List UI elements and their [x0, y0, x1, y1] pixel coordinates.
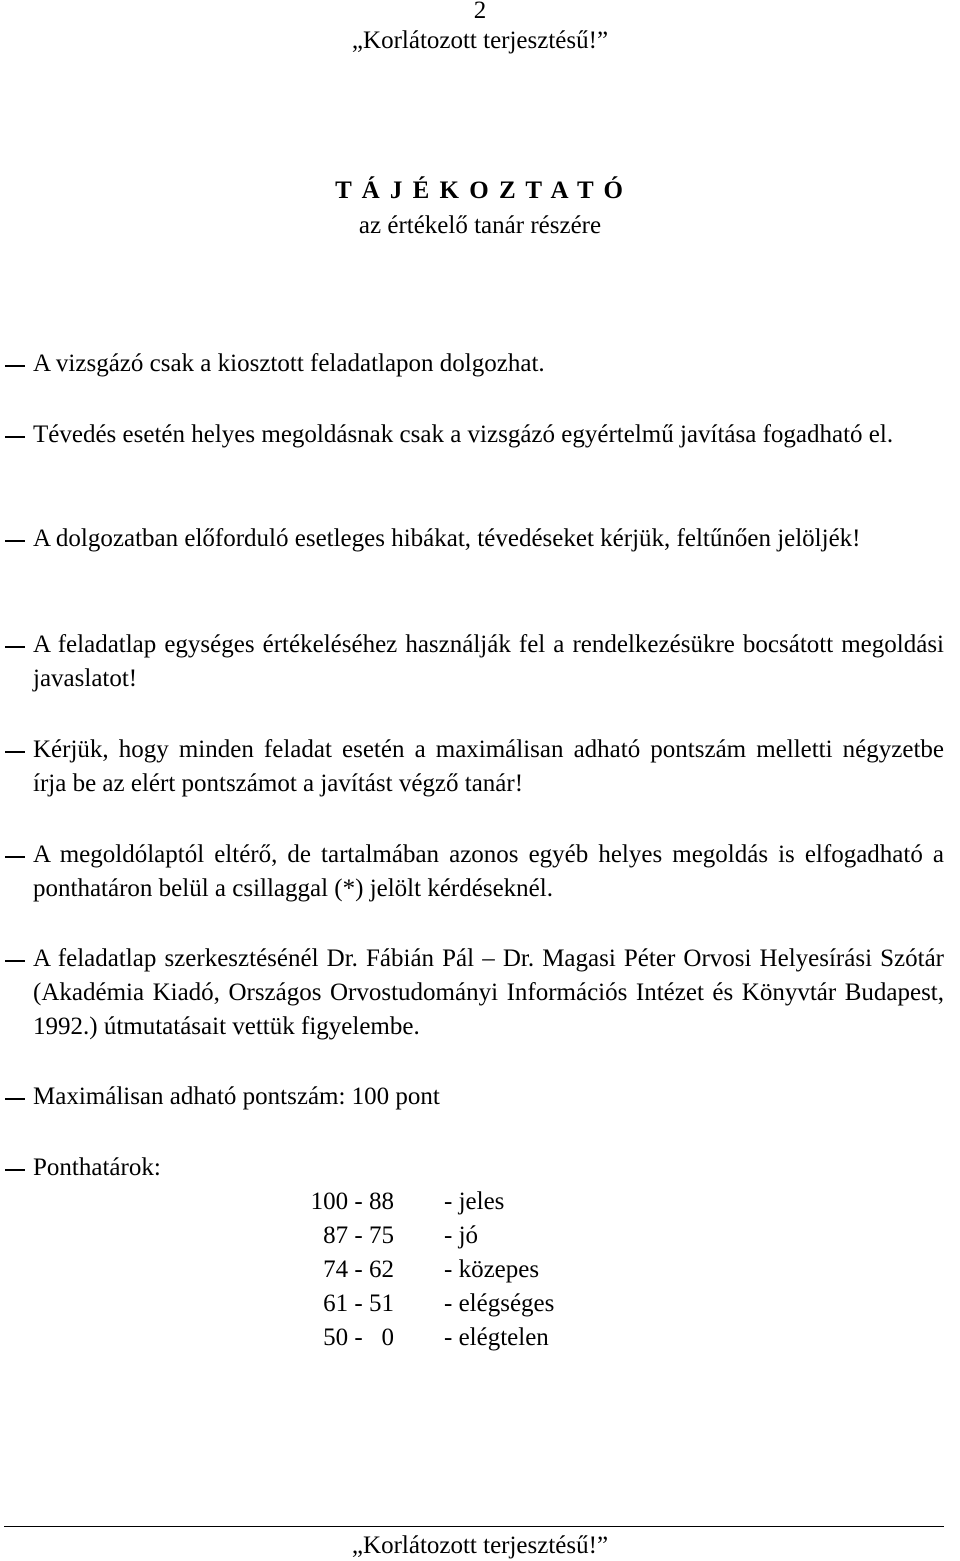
grade-label: - közepes [444, 1256, 540, 1283]
grade-label: - elégséges [444, 1290, 555, 1317]
score-range: 100 - 88 [310, 1188, 394, 1215]
dash-bullet-icon [5, 960, 25, 962]
grade-label: - elégtelen [444, 1324, 549, 1351]
list-item [0, 1151, 944, 1185]
score-range: 74 - 62 [323, 1256, 394, 1283]
grade-label: - jeles [444, 1188, 505, 1215]
footer-divider [4, 1526, 944, 1527]
list-item-text: Tévedés esetén helyes megoldásnak csak a vizsgázó egyértelmű javítása fogadható el. [33, 421, 894, 448]
score-range: 87 - 75 [323, 1222, 394, 1249]
score-range: 61 - 51 [323, 1290, 394, 1317]
dash-bullet-icon [5, 1169, 25, 1171]
footer-distribution-notice: „Korlátozott terjesztésű!” [351, 1532, 609, 1559]
header-distribution-notice: „Korlátozott terjesztésű!” [351, 27, 609, 54]
list-item [0, 733, 944, 801]
dash-bullet-icon [5, 856, 25, 858]
list-item-text: Ponthatárok: [33, 1154, 161, 1181]
list-item-text: A megoldólaptól eltérő, de tartalmában azonos egyéb helyes megoldás is elfogadható a ponthatáron belül a csillaggal (*) jelölt kérdéseknél. [33, 841, 944, 902]
list-item [0, 838, 944, 906]
dash-bullet-icon [5, 365, 25, 367]
list-item [0, 347, 944, 381]
dash-bullet-icon [5, 751, 25, 753]
list-item-text: A feladatlap szerkesztésénél Dr. Fábián Pál – Dr. Magasi Péter Orvosi Helyesírási Szótár (Akadémia Kiadó, Országos Orvostudományi Információs Intézet és Könyvtár Budapest, 1992.) útmutatásait vettük figyelembe. [33, 945, 944, 1040]
list-item [0, 522, 944, 556]
list-item [0, 628, 944, 696]
grade-label: - jó [444, 1222, 479, 1249]
dash-bullet-icon [5, 540, 25, 542]
score-range: 50 - 0 [323, 1324, 394, 1351]
list-item-text: Kérjük, hogy minden feladat esetén a maximálisan adható pontszám melletti négyzetbe írja be az elért pontszámot a javítást végző tanár! [33, 736, 944, 797]
dash-bullet-icon [5, 436, 25, 438]
list-item-text: A feladatlap egységes értékeléséhez használják fel a rendelkezésükre bocsátott megoldási javaslatot! [33, 631, 944, 692]
dash-bullet-icon [5, 1098, 25, 1100]
list-item [0, 418, 944, 452]
dash-bullet-icon [5, 646, 25, 648]
list-item [0, 1080, 944, 1114]
list-item [0, 942, 944, 1044]
list-item-text: A dolgozatban előforduló esetleges hibákat, tévedéseket kérjük, feltűnően jelöljék! [33, 525, 861, 552]
page-number: 2 [473, 0, 487, 24]
list-item-text: Maximálisan adható pontszám: 100 pont [33, 1083, 440, 1110]
document-title: T Á J É K O Z T A T Ó [335, 177, 625, 204]
document-subtitle: az értékelő tanár részére [358, 212, 602, 239]
list-item-text: A vizsgázó csak a kiosztott feladatlapon dolgozhat. [33, 350, 545, 377]
